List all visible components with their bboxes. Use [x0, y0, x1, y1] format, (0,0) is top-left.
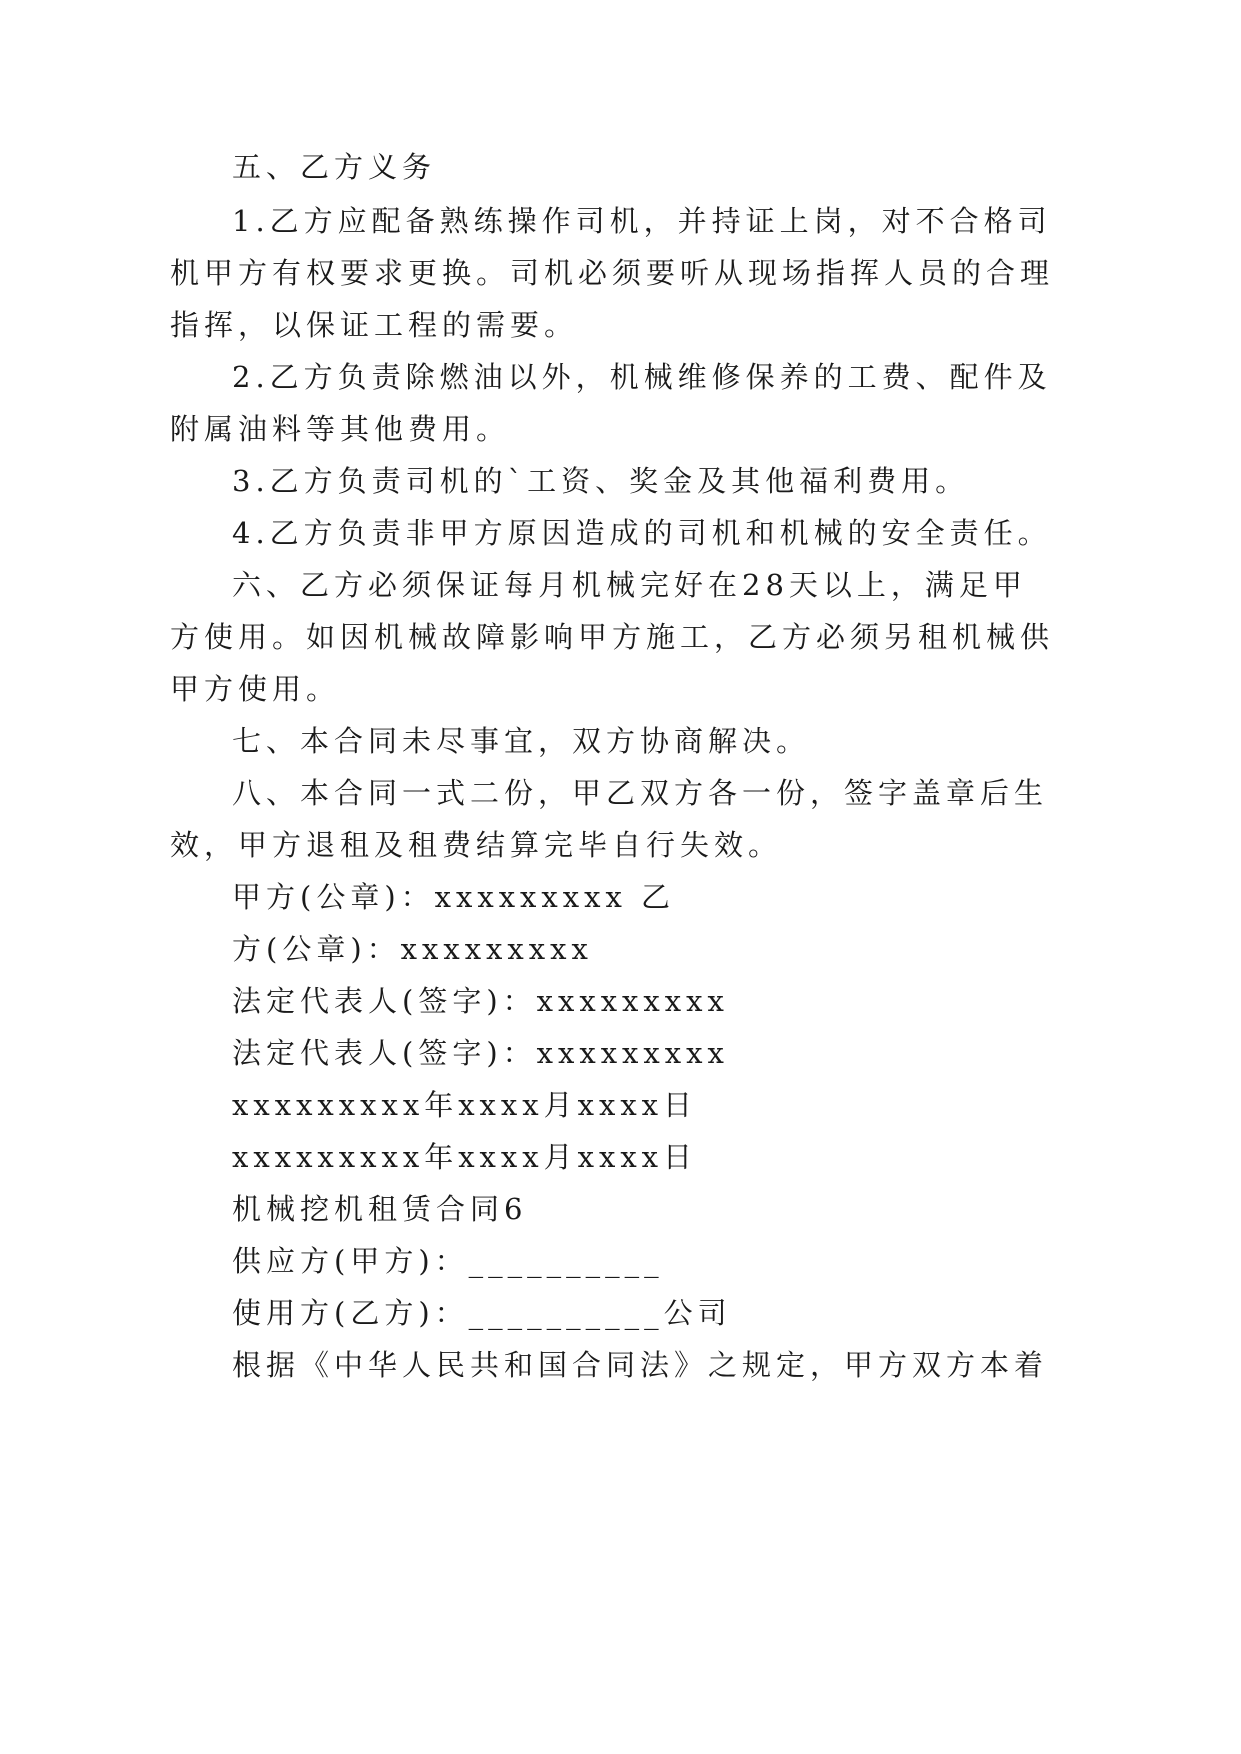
date-line-a: xxxxxxxxx年xxxx月xxxx日 — [232, 1088, 698, 1122]
paragraph-line: 3.乙方负责司机的`工资、奖金及其他福利费用。 — [232, 464, 970, 498]
legal-representative-b: 法定代表人(签字)：xxxxxxxxx — [232, 1036, 729, 1070]
paragraph-line: 效，甲方退租及租费结算完毕自行失效。 — [170, 828, 783, 862]
party-a-seal: 甲方(公章)：xxxxxxxxx 乙 — [232, 880, 676, 914]
contract-title: 机械挖机租赁合同6 — [232, 1192, 528, 1226]
paragraph-line: 2.乙方负责除燃油以外，机械维修保养的工费、配件及 — [232, 360, 1052, 394]
section-title-seven: 七、本合同未尽事宜，双方协商解决。 — [232, 724, 811, 758]
paragraph-line: 1.乙方应配备熟练操作司机，并持证上岗，对不合格司 — [232, 204, 1052, 238]
user-party-b: 使用方(乙方)：__________公司 — [232, 1296, 732, 1330]
section-title-six: 六、乙方必须保证每月机械完好在28天以上，满足甲 — [232, 568, 1027, 602]
paragraph-line: 4.乙方负责非甲方原因造成的司机和机械的安全责任。 — [232, 516, 1052, 550]
paragraph-line: 甲方使用。 — [170, 672, 341, 706]
paragraph-line: 附属油料等其他费用。 — [170, 412, 511, 446]
supplier-party-a: 供应方(甲方)：__________ — [232, 1244, 664, 1278]
party-b-seal: 方(公章)：xxxxxxxxx — [232, 932, 593, 966]
paragraph-line: 根据《中华人民共和国合同法》之规定，甲方双方本着 — [232, 1348, 1049, 1382]
date-line-b: xxxxxxxxx年xxxx月xxxx日 — [232, 1140, 698, 1174]
section-title-eight: 八、本合同一式二份，甲乙双方各一份，签字盖章后生 — [232, 776, 1049, 810]
legal-representative-a: 法定代表人(签字)：xxxxxxxxx — [232, 984, 729, 1018]
section-title-five: 五、乙方义务 — [232, 150, 437, 184]
paragraph-line: 机甲方有权要求更换。司机必须要听从现场指挥人员的合理 — [170, 256, 1055, 290]
paragraph-line: 指挥，以保证工程的需要。 — [170, 308, 579, 342]
paragraph-line: 方使用。如因机械故障影响甲方施工，乙方必须另租机械供 — [170, 620, 1055, 654]
